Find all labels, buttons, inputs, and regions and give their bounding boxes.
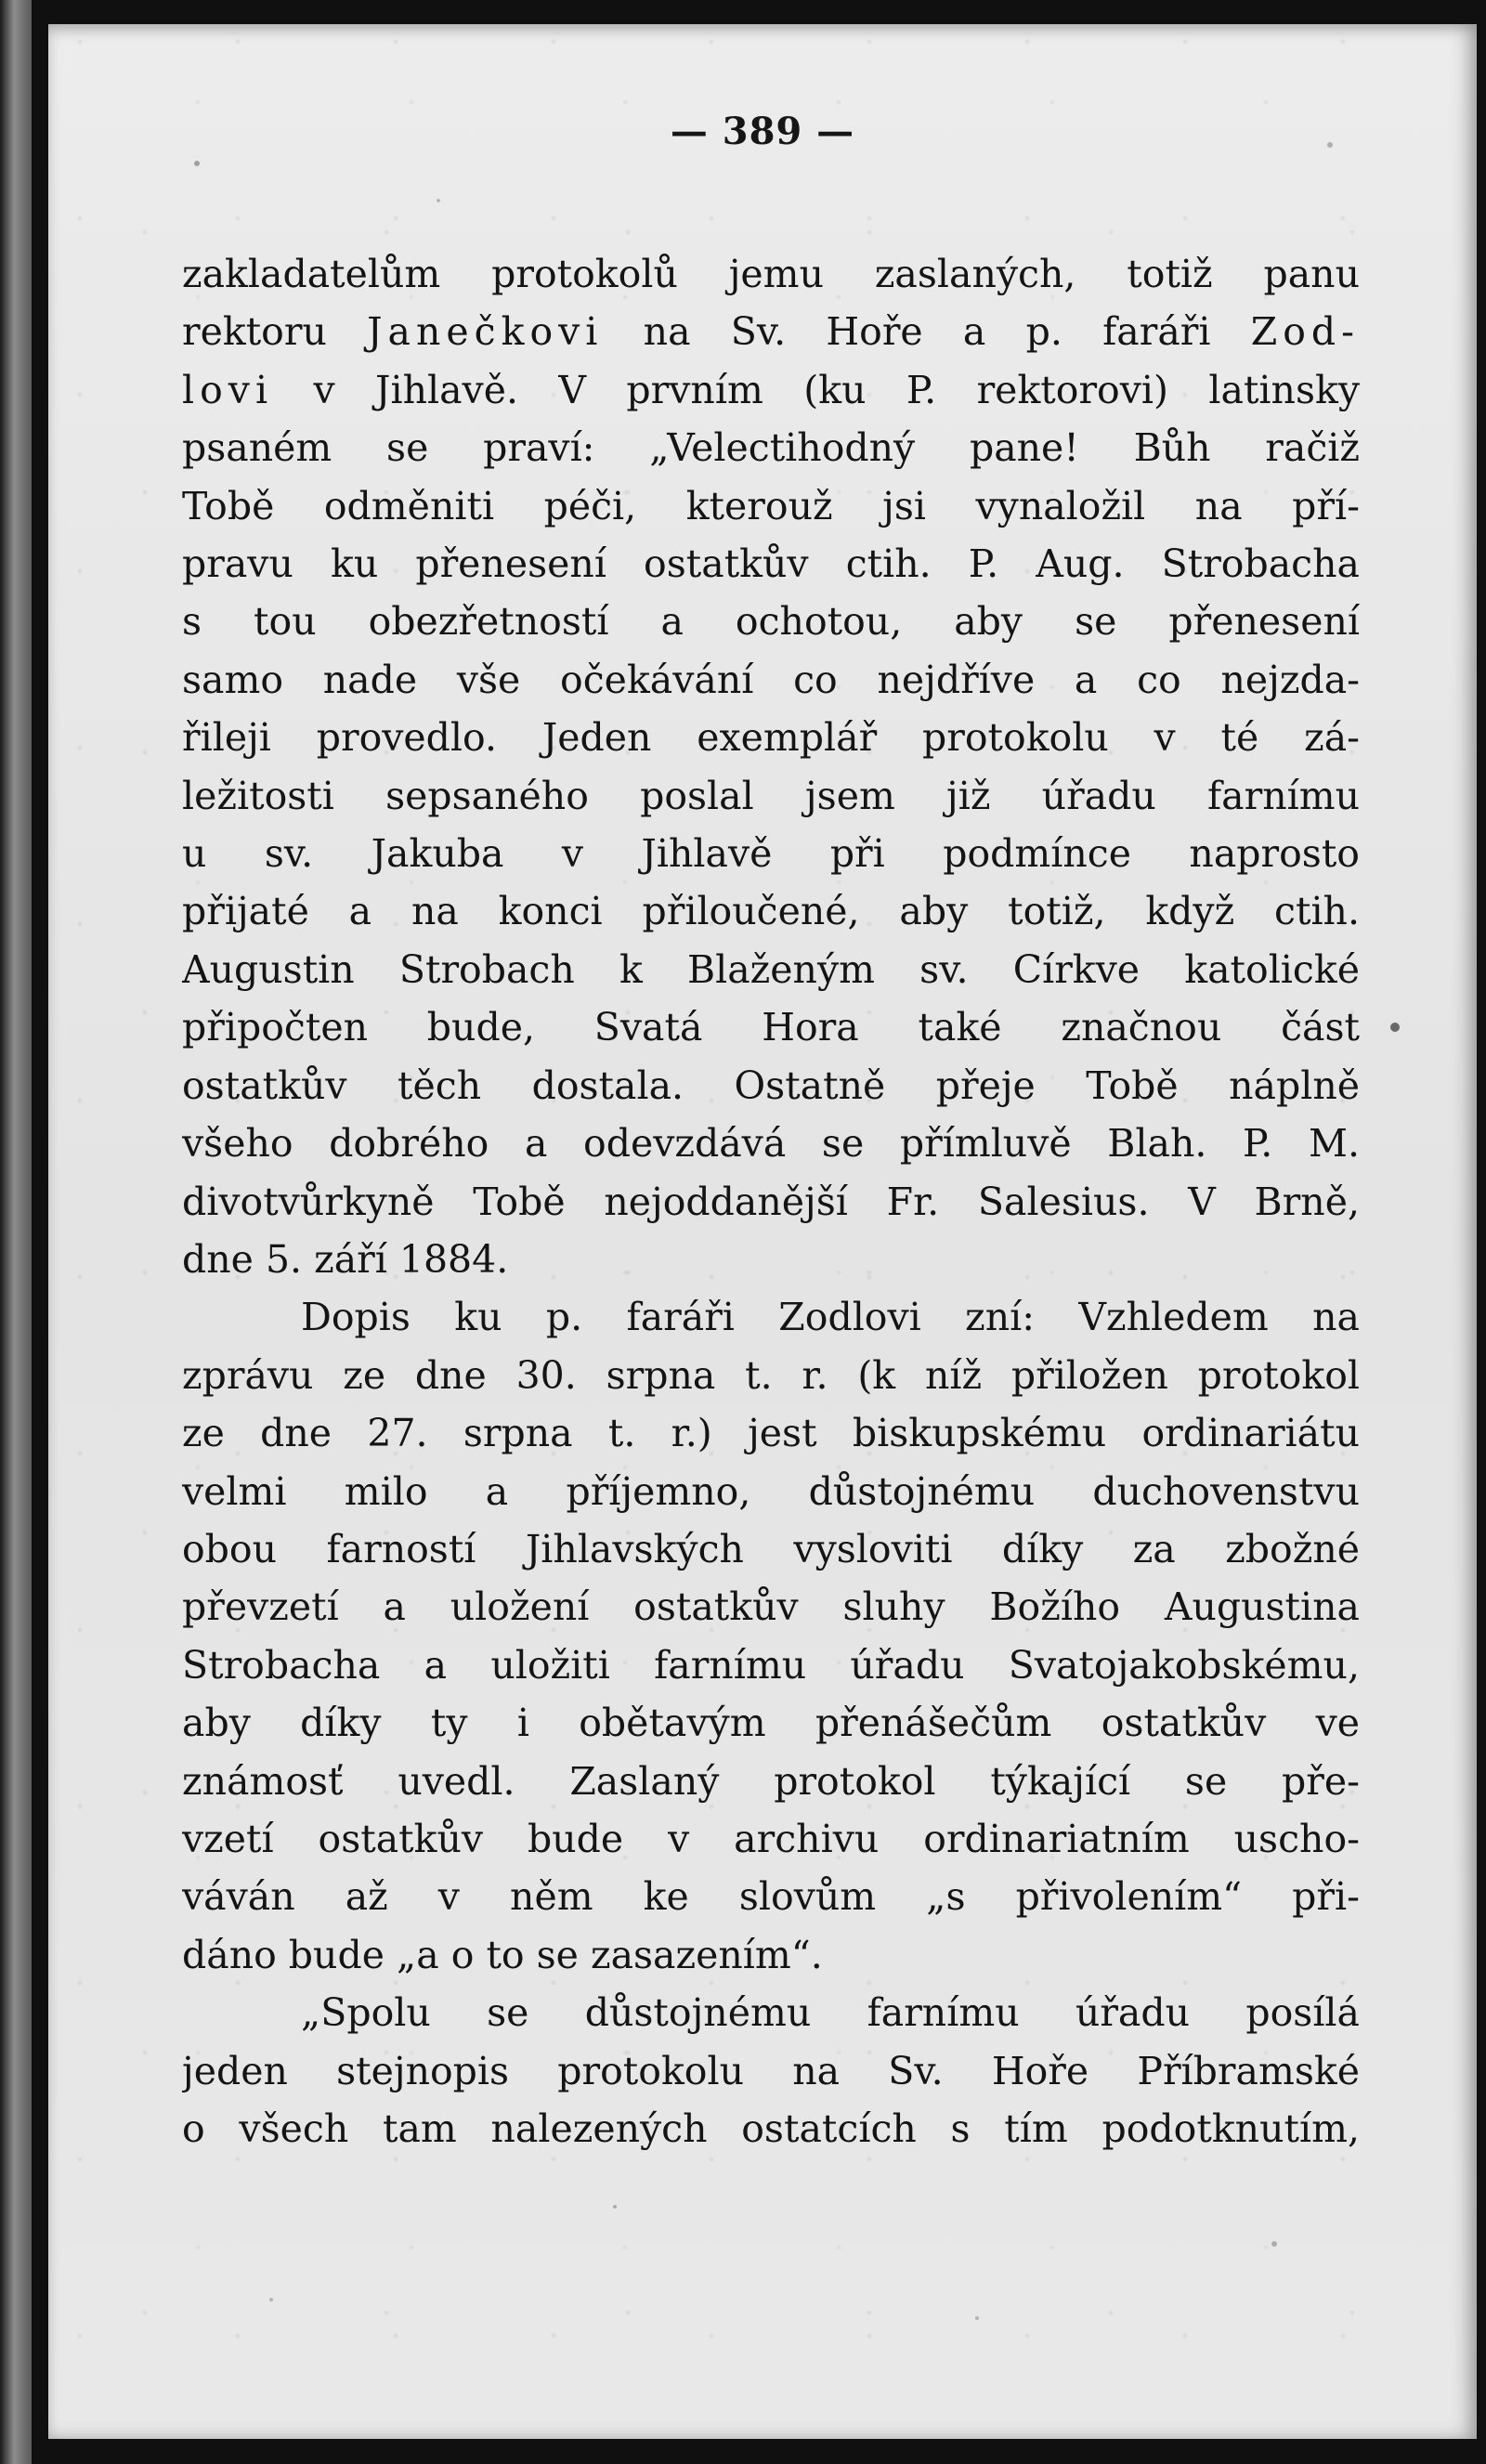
text-segment: přijaté a na konci přiloučené, aby totiž, když ctih.: [182, 889, 1360, 934]
text-line: [182, 2042, 1360, 2100]
text-segment: na Sv. Hoře a p. faráři: [603, 309, 1251, 355]
text-line: [182, 1173, 1360, 1231]
text-line: [182, 1753, 1360, 1810]
text-line: [182, 825, 1360, 882]
text-segment: váván až v něm ke slovům „s přivolením“ při-: [182, 1874, 1360, 1920]
text-segment: ležitosti sepsaného poslal jsem již úřadu farnímu: [182, 773, 1360, 818]
text-segment: „Spolu se důstojnému farnímu úřadu posílá: [301, 1990, 1360, 2036]
page-number: — 389 —: [670, 110, 855, 153]
text-line: [182, 767, 1360, 825]
text-line: [182, 419, 1360, 476]
text-segment: řileji provedlo. Jeden exemplář protokolu v té zá-: [182, 715, 1360, 761]
text-line: [182, 2100, 1360, 2158]
text-line: [182, 1463, 1360, 1520]
text-segment: Tobě odměniti péči, kterouž jsi vynaložil na pří-: [182, 483, 1360, 528]
text-segment: obou farností Jihlavských vysloviti díky za zbožné: [182, 1526, 1360, 1571]
text-segment: ze dne 27. srpna t. r.) jest biskupskému ordinariátu: [182, 1411, 1360, 1456]
text-segment: známosť uvedl. Zaslaný protokol týkající se pře-: [182, 1758, 1360, 1804]
text-segment: psaném se praví: „Velectihodný pane! Bůh račiž: [182, 425, 1360, 471]
text-segment: u sv. Jakuba v Jihlavě při podmínce naprosto: [182, 831, 1360, 877]
text-line: [182, 535, 1360, 593]
text-line: [182, 1404, 1360, 1462]
text-line: [182, 1347, 1360, 1404]
text-segment: Strobacha a uložiti farnímu úřadu Svatojakobskému,: [182, 1642, 1360, 1688]
text-line: [182, 1810, 1360, 1868]
text-segment: aby díky ty i obětavým přenášečům ostatkův ve: [182, 1701, 1360, 1746]
text-line: [182, 1578, 1360, 1636]
text-segment: ostatkův těch dostala. Ostatně přeje Tobě náplně: [182, 1063, 1360, 1108]
text-line: [182, 1057, 1360, 1115]
adjacent-page-edge: [0, 0, 32, 2464]
text-segment: s tou obezřetností a ochotou, aby se přenesení: [182, 599, 1360, 645]
text-segment: divotvůrkyně Tobě nejoddanější Fr. Salesius. V Brně,: [182, 1179, 1360, 1224]
spaced-name: Janečkovi: [367, 309, 604, 355]
text-segment: Dopis ku p. faráři Zodlovi zní: Vzhledem na: [301, 1295, 1360, 1340]
spaced-name: lovi: [182, 367, 274, 412]
text-line: [182, 361, 1360, 419]
text-line: [182, 1288, 1360, 1346]
text-line: [182, 1636, 1360, 1694]
text-segment: samo nade vše očekávání co nejdříve a co nejzda-: [182, 657, 1360, 702]
text-segment: všeho dobrého a odevzdává se přímluvě Blah. P. M.: [182, 1121, 1360, 1167]
text-segment: Augustin Strobach k Blaženým sv. Církve katolické: [182, 946, 1360, 992]
book-page: [48, 24, 1477, 2439]
text-segment: dne 5. září 1884.: [182, 1236, 509, 1282]
text-segment: připočten bude, Svatá Hora také značnou část: [182, 1005, 1360, 1050]
text-segment: zprávu ze dne 30. srpna t. r. (k níž přiložen protokol: [182, 1352, 1360, 1398]
text-line: [182, 882, 1360, 940]
text-line: [182, 941, 1360, 998]
text-line: [182, 651, 1360, 709]
text-segment: pravu ku přenesení ostatkův ctih. P. Aug. Strobacha: [182, 541, 1360, 587]
text-line: [182, 593, 1360, 650]
text-line: [182, 1694, 1360, 1752]
text-segment: rektoru: [182, 309, 368, 355]
body-text: [182, 245, 1360, 2158]
text-line: [182, 1984, 1360, 2041]
text-line: [182, 245, 1360, 303]
text-segment: velmi milo a příjemno, důstojnému duchovenstvu: [182, 1468, 1360, 1514]
text-segment: dáno bude „a o to se zasazením“.: [182, 1932, 823, 1977]
text-segment: jeden stejnopis protokolu na Sv. Hoře Příbramské: [182, 2048, 1360, 2093]
text-line: [182, 303, 1360, 360]
text-segment: v Jihlavě. V prvním (ku P. rektorovi) latinsky: [273, 367, 1360, 412]
text-line: [182, 998, 1360, 1056]
text-line: [182, 477, 1360, 535]
text-line: [182, 1520, 1360, 1578]
text-segment: zakladatelům protokolů jemu zaslaných, totiž panu: [182, 252, 1360, 296]
spaced-name: Zod-: [1250, 309, 1360, 355]
text-segment: o všech tam nalezených ostatcích s tím podotknutím,: [182, 2106, 1360, 2151]
text-line: [182, 1115, 1360, 1172]
text-segment: vzetí ostatkův bude v archivu ordinariatním uscho-: [182, 1816, 1360, 1861]
text-line: [182, 1868, 1360, 1925]
text-line: [182, 1926, 1360, 1984]
text-segment: převzetí a uložení ostatkův sluhy Božího Augustina: [182, 1584, 1360, 1630]
text-line: [182, 709, 1360, 766]
text-line: [182, 1231, 1360, 1288]
